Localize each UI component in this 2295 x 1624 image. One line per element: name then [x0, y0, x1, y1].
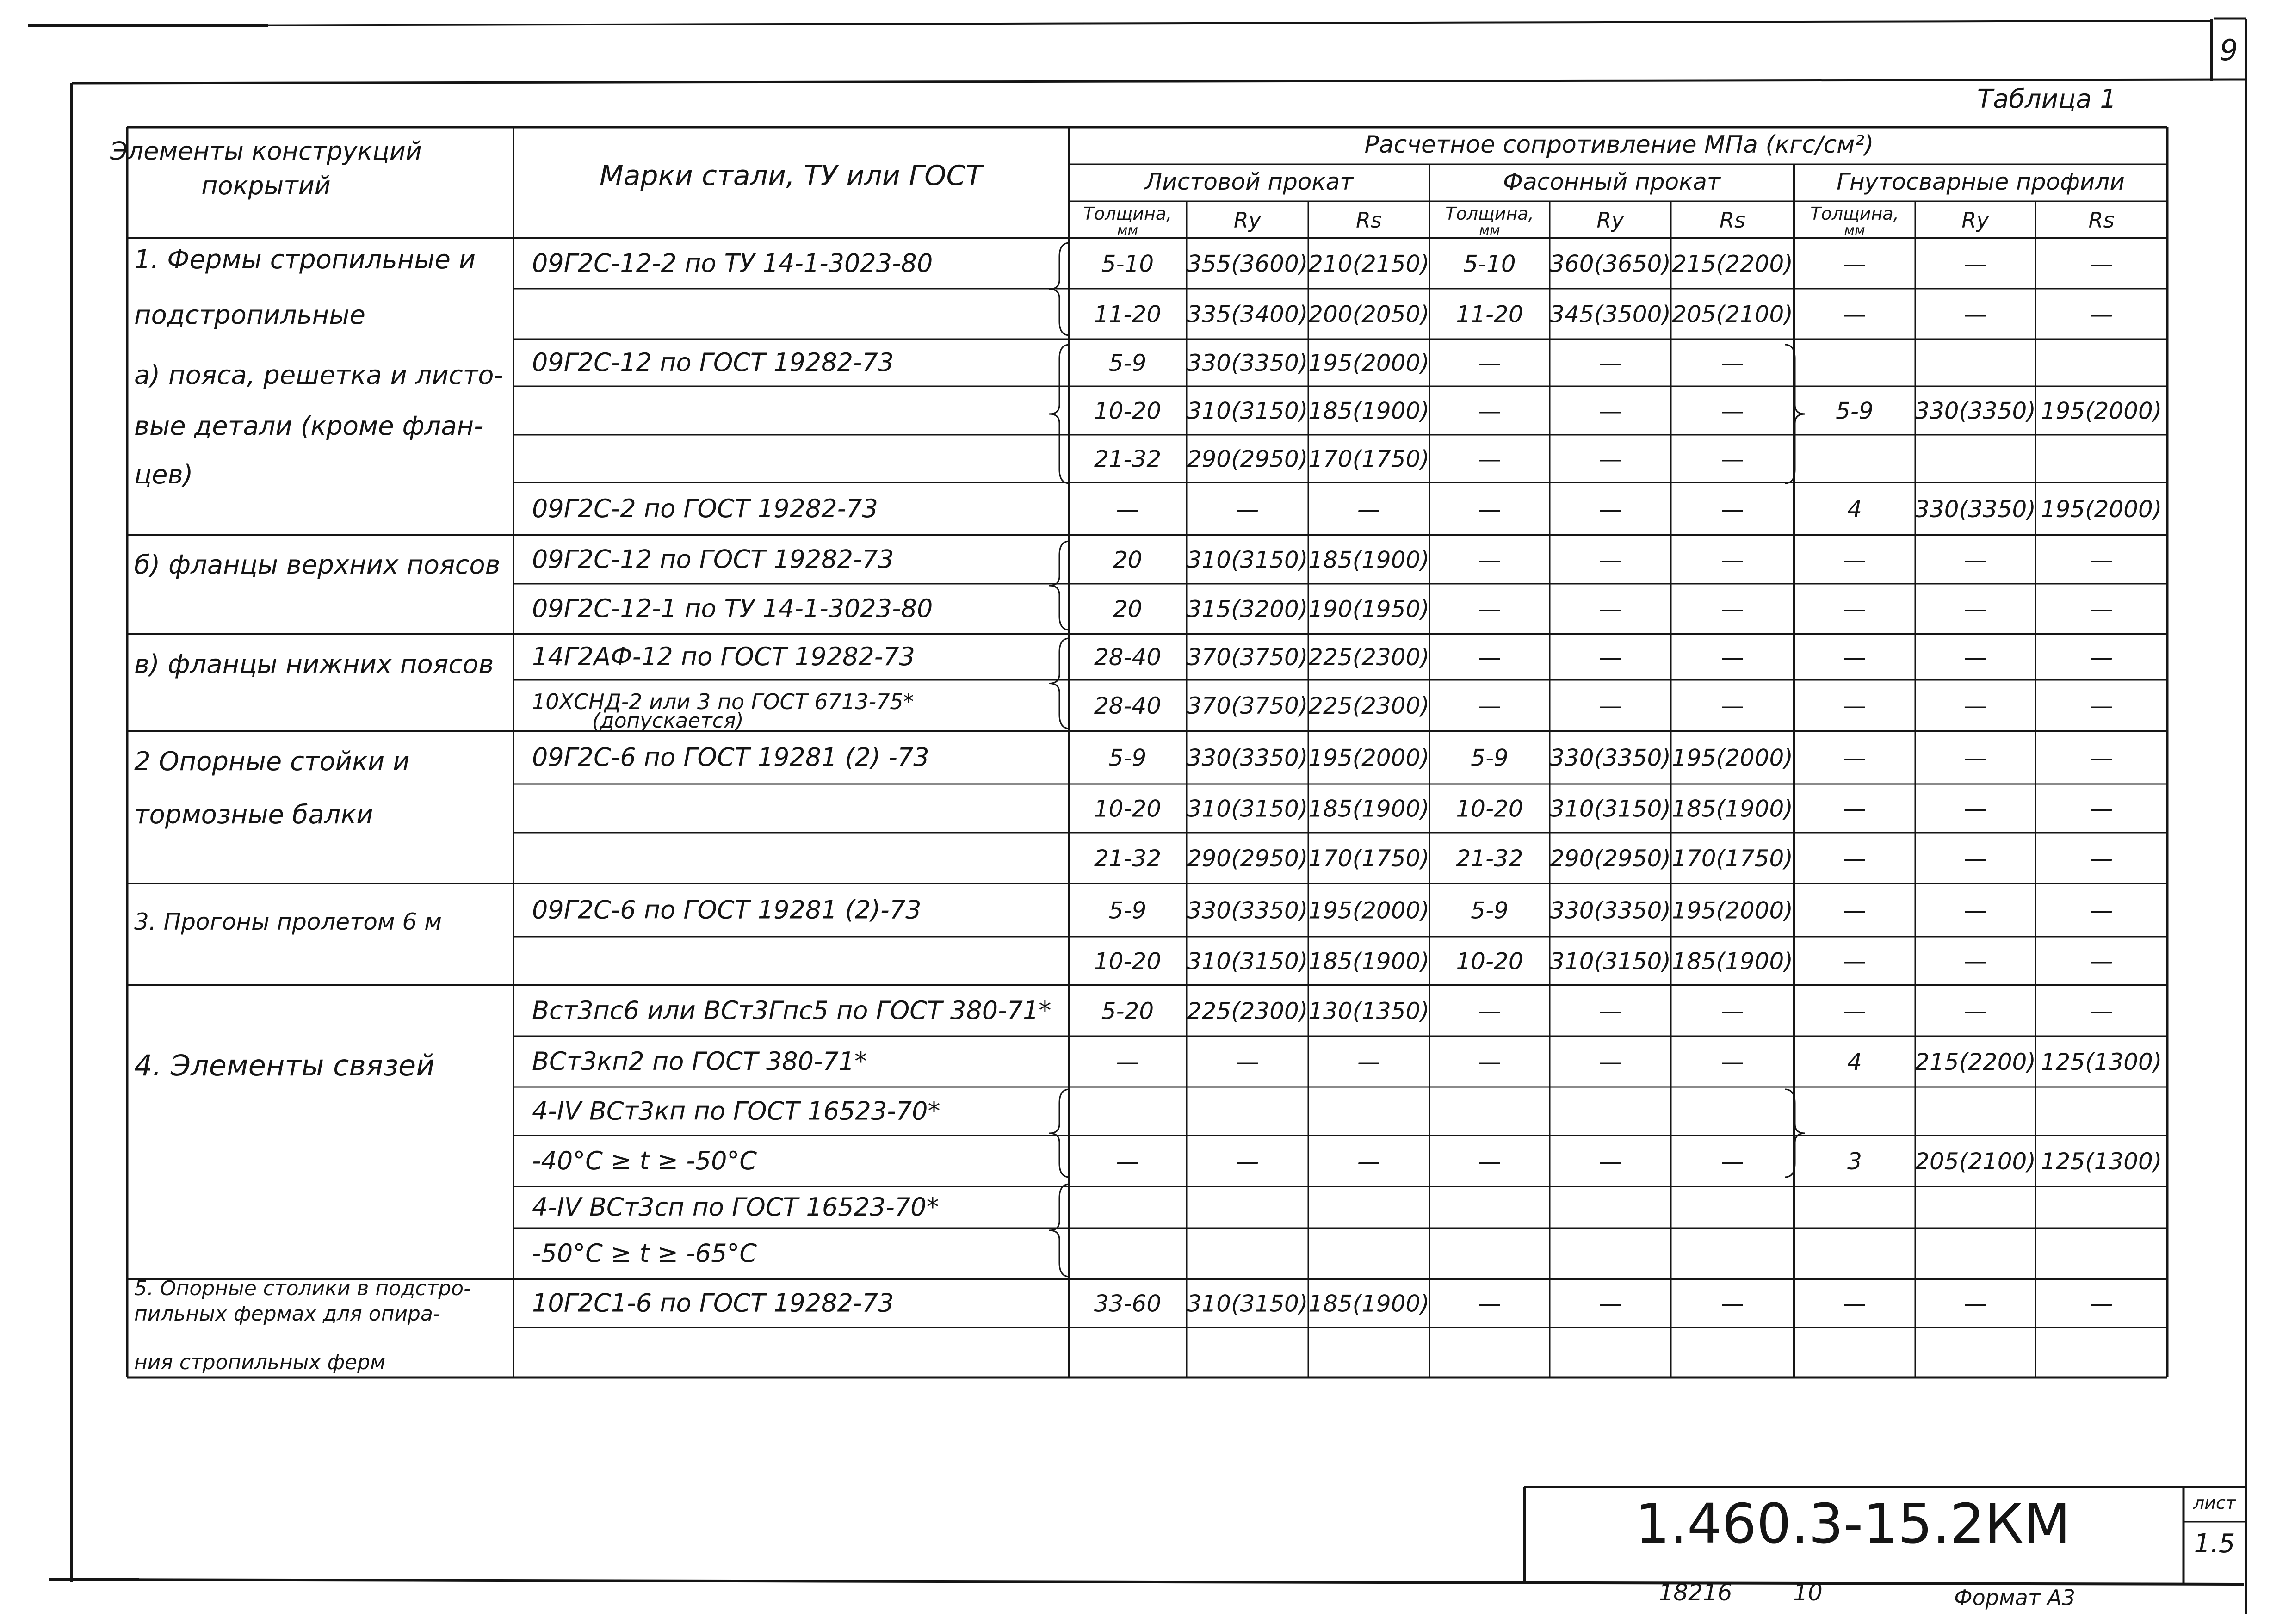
rs-cell: 195(2000) [1672, 744, 1793, 772]
thickness-cell: 5-9 [1108, 744, 1147, 772]
header-thickness-1: Толщина, [1445, 204, 1534, 224]
ry-cell: 330(3350) [1550, 744, 1671, 772]
thickness-cell: 10-20 [1456, 795, 1523, 822]
steel-grade: 09Г2С-2 по ГОСТ 19282-73 [532, 494, 878, 523]
rs-cell: — [1357, 1049, 1380, 1075]
thickness-cell: 10-20 [1456, 948, 1523, 975]
thickness-cell: — [1843, 948, 1866, 975]
ry-cell: — [1964, 644, 1987, 671]
rs-cell: — [1721, 1148, 1744, 1175]
element-label: 4. Элементы связей [134, 1049, 435, 1082]
inventory-sub: 10 [1793, 1579, 1823, 1606]
steel-grade: -50°C ≥ t ≥ -65°C [532, 1239, 757, 1268]
rs-cell: 195(2000) [1672, 897, 1793, 924]
rs-cell: 225(2300) [1308, 692, 1429, 719]
page-number: 9 [2220, 33, 2238, 67]
header-steel-grade: Марки стали, ТУ или ГОСТ [599, 160, 983, 192]
rs-cell: 195(2000) [1308, 350, 1429, 377]
thickness-cell: 4 [1847, 1049, 1862, 1075]
thickness-cell: — [1843, 546, 1866, 574]
document-designation: 1.460.3-15.2КМ [1635, 1492, 2071, 1556]
thickness-cell: — [1478, 397, 1501, 425]
element-label: 2 Опорные стойки и [134, 747, 410, 777]
header-thickness-2: Толщина, [1810, 204, 1899, 224]
thickness-cell: 5-9 [1108, 897, 1147, 924]
rs-cell: 125(1300) [2041, 1148, 2162, 1175]
ry-cell: 370(3750) [1187, 692, 1308, 719]
element-label: цев) [134, 460, 193, 490]
ry-cell: — [1599, 496, 1622, 523]
rs-cell: 185(1900) [1672, 948, 1793, 975]
inventory-number: 18216 [1658, 1579, 1732, 1606]
header-elements-line2: покрытий [201, 171, 331, 200]
ry-cell: — [1599, 1148, 1622, 1175]
element-label: а) пояса, решетка и листо- [134, 360, 503, 390]
rs-cell: — [2090, 692, 2113, 719]
thickness-cell: 3 [1847, 1148, 1862, 1175]
ry-cell: — [1599, 1049, 1622, 1075]
rs-cell: 195(2000) [2041, 496, 2162, 523]
ry-cell: — [1599, 644, 1622, 671]
rs-cell: — [2090, 998, 2113, 1025]
ry-cell: — [1964, 845, 1987, 872]
header-ry-0: Rу [1233, 208, 1262, 233]
thickness-cell: — [1843, 644, 1866, 671]
ry-cell: 370(3750) [1187, 644, 1308, 671]
rs-cell: — [2090, 845, 2113, 872]
ry-cell: 335(3400) [1187, 301, 1308, 328]
rs-cell: 185(1900) [1308, 1290, 1429, 1317]
ry-cell: — [1964, 795, 1987, 822]
ry-cell: 310(3150) [1187, 546, 1308, 574]
ry-cell: — [1964, 301, 1987, 328]
rs-cell: — [1721, 692, 1744, 719]
rs-cell: — [1721, 596, 1744, 623]
thickness-cell: 21-32 [1094, 845, 1162, 872]
ry-cell: — [1599, 998, 1622, 1025]
brace [1049, 1089, 1070, 1177]
header-rs-2: Rs [2088, 208, 2115, 233]
thickness-cell: — [1843, 897, 1866, 924]
rs-cell: 200(2050) [1308, 301, 1429, 328]
thickness-cell: 4 [1847, 496, 1862, 523]
ry-cell: 290(2950) [1187, 445, 1308, 473]
rs-cell: — [1721, 445, 1744, 473]
rs-cell: 185(1900) [1308, 795, 1429, 822]
ry-cell: — [1964, 897, 1987, 924]
rs-cell: 130(1350) [1308, 998, 1429, 1025]
sheet-label: лист [2193, 1493, 2236, 1513]
header-design-resistance: Расчетное сопротивление МПа (кгс/см²) [1364, 131, 1874, 159]
ry-cell: 310(3150) [1187, 795, 1308, 822]
rs-cell: — [2090, 897, 2113, 924]
table-caption: Таблица 1 [1977, 84, 2116, 114]
rs-cell: 170(1750) [1308, 845, 1429, 872]
rs-cell: 170(1750) [1308, 445, 1429, 473]
ry-cell: — [1599, 445, 1622, 473]
steel-grade: 09Г2С-12 по ГОСТ 19282-73 [532, 348, 894, 377]
element-label: вые детали (кроме флан- [134, 411, 483, 441]
ry-cell: — [1599, 692, 1622, 719]
rs-cell: 185(1900) [1308, 546, 1429, 574]
element-label: б) фланцы верхних поясов [134, 550, 501, 580]
thickness-cell: 11-20 [1094, 301, 1162, 328]
thickness-cell: — [1843, 845, 1866, 872]
ry-cell: 310(3150) [1550, 948, 1671, 975]
element-label: 1. Фермы стропильные и [134, 245, 476, 275]
rs-cell: — [1721, 397, 1744, 425]
ry-cell: — [1236, 1148, 1259, 1175]
header-thickness-unit-2: мм [1844, 222, 1865, 239]
rs-cell: — [1721, 998, 1744, 1025]
thickness-cell: — [1478, 1049, 1501, 1075]
format-label: Формат А3 [1954, 1585, 2075, 1610]
ry-cell: — [1236, 496, 1259, 523]
steel-grade: -40°C ≥ t ≥ -50°C [532, 1146, 757, 1175]
thickness-cell: 5-10 [1101, 250, 1154, 278]
ry-cell: — [1964, 596, 1987, 623]
ry-cell: — [1599, 1290, 1622, 1317]
header-sheet-rolled: Листовой прокат [1144, 168, 1354, 195]
brace [1049, 638, 1070, 729]
ry-cell: — [1964, 744, 1987, 772]
ry-cell: — [1599, 596, 1622, 623]
thickness-cell: 33-60 [1094, 1290, 1162, 1317]
ry-cell: — [1964, 250, 1987, 278]
thickness-cell: — [1478, 496, 1501, 523]
brace [1049, 345, 1070, 483]
thickness-cell: — [1843, 795, 1866, 822]
element-label: в) фланцы нижних поясов [134, 649, 494, 679]
header-thickness-unit-1: мм [1479, 222, 1500, 239]
steel-grade: ВСт3кп2 по ГОСТ 380-71* [532, 1047, 867, 1076]
thickness-cell: 5-9 [1836, 397, 1874, 425]
header-rs-1: Rs [1720, 208, 1745, 233]
thickness-cell: — [1478, 1148, 1501, 1175]
ry-cell: 360(3650) [1550, 250, 1671, 278]
steel-grade: 09Г2С-12-1 по ТУ 14-1-3023-80 [532, 594, 933, 623]
header-rs-0: Rs [1356, 208, 1382, 233]
ry-cell: 290(2950) [1187, 845, 1308, 872]
element-label: 3. Прогоны пролетом 6 м [134, 908, 442, 935]
thickness-cell: — [1843, 250, 1866, 278]
steel-grade: 09Г2С-12 по ГОСТ 19282-73 [532, 544, 894, 574]
ry-cell: 310(3150) [1550, 795, 1671, 822]
ry-cell: 330(3350) [1550, 897, 1671, 924]
ry-cell: 330(3350) [1187, 744, 1308, 772]
rs-cell: 170(1750) [1672, 845, 1793, 872]
thickness-cell: — [1478, 1290, 1501, 1317]
ry-cell: 310(3150) [1187, 1290, 1308, 1317]
ry-cell: 315(3200) [1187, 596, 1308, 623]
rs-cell: — [2090, 644, 2113, 671]
ry-cell: — [1964, 1290, 1987, 1317]
ry-cell: — [1964, 948, 1987, 975]
thickness-cell: 5-9 [1471, 744, 1509, 772]
rs-cell: — [1721, 644, 1744, 671]
rs-cell: — [1357, 496, 1380, 523]
ry-cell: 330(3350) [1187, 350, 1308, 377]
steel-grade: 10Г2С1-6 по ГОСТ 19282-73 [532, 1288, 894, 1318]
thickness-cell: 28-40 [1094, 644, 1162, 671]
rs-cell: 185(1900) [1672, 795, 1793, 822]
rs-cell: — [1721, 496, 1744, 523]
thickness-cell: — [1843, 596, 1866, 623]
rs-cell: 210(2150) [1308, 250, 1429, 278]
rs-cell: 190(1950) [1308, 596, 1429, 623]
rs-cell: 185(1900) [1308, 397, 1429, 425]
thickness-cell: 5-9 [1108, 350, 1147, 377]
rs-cell: 205(2100) [1672, 301, 1793, 328]
header-ry-1: Rу [1596, 208, 1624, 233]
rs-cell: 195(2000) [1308, 897, 1429, 924]
rs-cell: 195(2000) [2041, 397, 2162, 425]
thickness-cell: — [1478, 596, 1501, 623]
element-label: пильных фермах для опира- [134, 1302, 440, 1326]
rs-cell: — [1721, 1049, 1744, 1075]
ry-cell: 205(2100) [1915, 1148, 2036, 1175]
rs-cell: 225(2300) [1308, 644, 1429, 671]
ry-cell: — [1236, 1049, 1259, 1075]
ry-cell: 330(3350) [1915, 397, 2036, 425]
ry-cell: — [1599, 546, 1622, 574]
element-label: ния стропильных ферм [134, 1351, 386, 1374]
ry-cell: 330(3350) [1915, 496, 2036, 523]
element-label: подстропильные [134, 300, 365, 330]
thickness-cell: — [1843, 1290, 1866, 1317]
thickness-cell: — [1478, 546, 1501, 574]
ry-cell: — [1964, 998, 1987, 1025]
steel-grade: 14Г2АФ-12 по ГОСТ 19282-73 [532, 642, 915, 671]
steel-grade: 4-IV ВСт3кп по ГОСТ 16523-70* [532, 1096, 940, 1126]
steel-grade: Вст3пс6 или ВСт3Гпс5 по ГОСТ 380-71* [532, 996, 1052, 1025]
rs-cell: 125(1300) [2041, 1049, 2162, 1075]
sheet-number: 1.5 [2194, 1529, 2235, 1559]
header-shaped-rolled: Фасонный прокат [1503, 168, 1720, 195]
thickness-cell: — [1843, 998, 1866, 1025]
brace [1049, 541, 1070, 630]
thickness-cell: — [1843, 692, 1866, 719]
header-ry-2: Rу [1961, 208, 1989, 233]
thickness-cell: 10-20 [1094, 795, 1162, 822]
ry-cell: 215(2200) [1915, 1049, 2036, 1075]
thickness-cell: — [1116, 1049, 1139, 1075]
rs-cell: — [2090, 301, 2113, 328]
rs-cell: — [1721, 546, 1744, 574]
header-thickness-0: Толщина, [1083, 204, 1172, 224]
rs-cell: — [2090, 250, 2113, 278]
ry-cell: 225(2300) [1187, 998, 1308, 1025]
thickness-cell: 5-10 [1463, 250, 1516, 278]
thickness-cell: — [1478, 644, 1501, 671]
thickness-cell: — [1478, 998, 1501, 1025]
element-label: 5. Опорные столики в подстро- [134, 1277, 471, 1300]
header-bent-welded: Гнутосварные профили [1837, 168, 2125, 195]
header-thickness-unit-0: мм [1117, 222, 1138, 239]
thickness-cell: — [1478, 692, 1501, 719]
steel-grade: 09Г2С-6 по ГОСТ 19281 (2)-73 [532, 895, 922, 925]
ry-cell: 310(3150) [1187, 948, 1308, 975]
thickness-cell: 5-20 [1101, 998, 1154, 1025]
ry-cell: 345(3500) [1550, 301, 1671, 328]
rs-cell: — [1721, 350, 1744, 377]
ry-cell: 310(3150) [1187, 397, 1308, 425]
rs-cell: 215(2200) [1672, 250, 1793, 278]
ry-cell: — [1964, 692, 1987, 719]
steel-grade: 09Г2С-12-2 по ТУ 14-1-3023-80 [532, 248, 933, 278]
steel-grade: 09Г2С-6 по ГОСТ 19281 (2) -73 [532, 742, 929, 772]
ry-cell: — [1599, 350, 1622, 377]
thickness-cell: 20 [1113, 546, 1143, 574]
rs-cell: — [2090, 1290, 2113, 1317]
rs-cell: — [2090, 596, 2113, 623]
rs-cell: — [1721, 1290, 1744, 1317]
ry-cell: 355(3600) [1187, 250, 1308, 278]
thickness-cell: — [1843, 744, 1866, 772]
rs-cell: — [2090, 795, 2113, 822]
thickness-cell: 21-32 [1094, 445, 1162, 473]
thickness-cell: 10-20 [1094, 397, 1162, 425]
thickness-cell: 11-20 [1456, 301, 1523, 328]
rs-cell: — [2090, 546, 2113, 574]
ry-cell: — [1599, 397, 1622, 425]
thickness-cell: — [1843, 301, 1866, 328]
thickness-cell: — [1478, 350, 1501, 377]
thickness-cell: — [1116, 496, 1139, 523]
rs-cell: — [2090, 744, 2113, 772]
rs-cell: — [1357, 1148, 1380, 1175]
ry-cell: 330(3350) [1187, 897, 1308, 924]
header-elements-line1: Элементы конструкций [110, 136, 422, 166]
steel-grade: 10ХСНД-2 или 3 по ГОСТ 6713-75* [532, 689, 914, 714]
rs-cell: 185(1900) [1308, 948, 1429, 975]
rs-cell: — [2090, 948, 2113, 975]
thickness-cell: 28-40 [1094, 692, 1162, 719]
steel-grade: 4-IV ВСт3сп по ГОСТ 16523-70* [532, 1192, 939, 1222]
steel-grade-note: (допускается) [592, 709, 744, 733]
rs-cell: 195(2000) [1308, 744, 1429, 772]
thickness-cell: — [1116, 1148, 1139, 1175]
ry-cell: 290(2950) [1550, 845, 1671, 872]
thickness-cell: 20 [1113, 596, 1143, 623]
thickness-cell: — [1478, 445, 1501, 473]
thickness-cell: 10-20 [1094, 948, 1162, 975]
thickness-cell: 5-9 [1471, 897, 1509, 924]
ry-cell: — [1964, 546, 1987, 574]
element-label: тормозные балки [134, 800, 373, 830]
thickness-cell: 21-32 [1456, 845, 1523, 872]
brace [1049, 1184, 1070, 1277]
